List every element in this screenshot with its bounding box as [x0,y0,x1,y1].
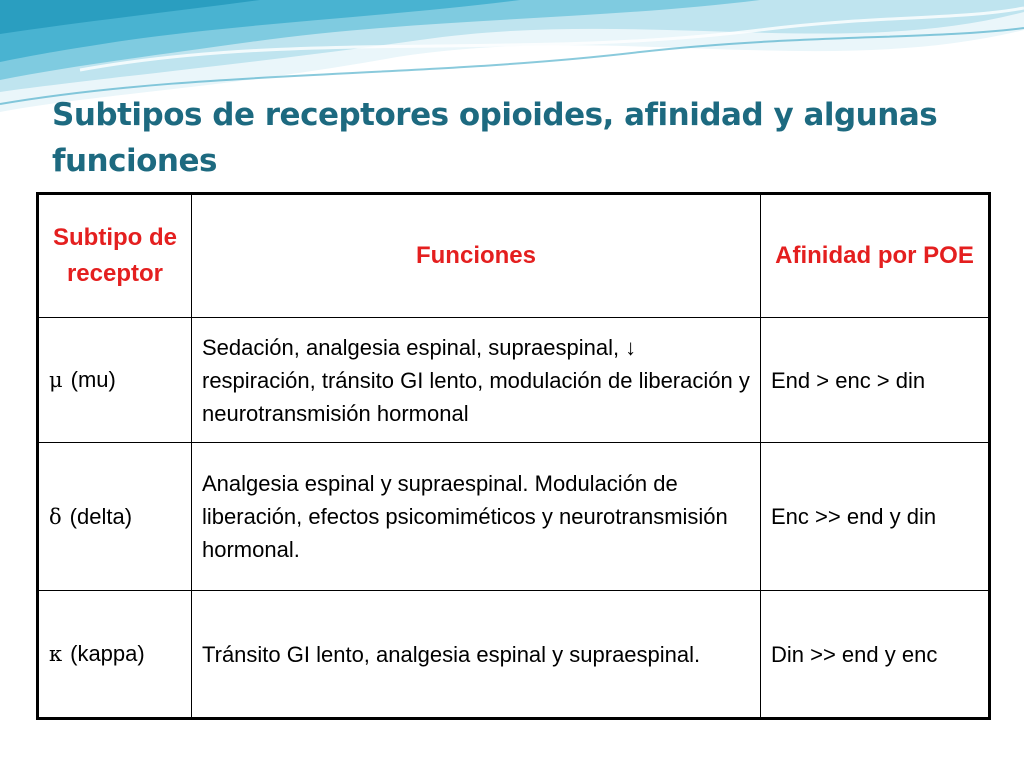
afinidad-cell: End > enc > din [761,318,990,443]
receptor-subtype-cell [38,591,192,719]
funciones-cell: Analgesia espinal y supraespinal. Modulación de liberación, efectos psicomiméticos y neurotransmisión hormonal. [192,443,761,591]
receptor-name: (mu) [70,367,116,392]
table-header-row [38,194,990,318]
slide-title: Subtipos de receptores opioides, afinidad y algunas funciones [52,97,938,179]
header-subtipo: Subtipo de receptor [38,194,192,318]
table-row [38,443,990,591]
receptor-name: (kappa) [70,641,145,666]
header-afinidad: Afinidad por POE [761,194,990,318]
afinidad-cell: Enc >> end y din [761,443,990,591]
greek-symbol: δ [49,504,62,529]
funciones-cell: Tránsito GI lento, analgesia espinal y supraespinal. [192,591,761,719]
receptor-table [36,192,991,720]
table-row [38,318,990,443]
funciones-cell: Sedación, analgesia espinal, supraespinal, ↓ respiración, tránsito GI lento, modulación de liberación y neurotransmisión hormonal [192,318,761,443]
greek-symbol: κ [49,642,63,666]
afinidad-cell: Din >> end y enc [761,591,990,719]
receptor-name: (delta) [69,503,133,529]
header-funciones: Funciones [192,194,761,318]
table-row [38,591,990,719]
receptor-subtype-cell [38,443,192,591]
greek-symbol: μ [49,368,63,392]
receptor-subtype-cell [38,318,192,443]
